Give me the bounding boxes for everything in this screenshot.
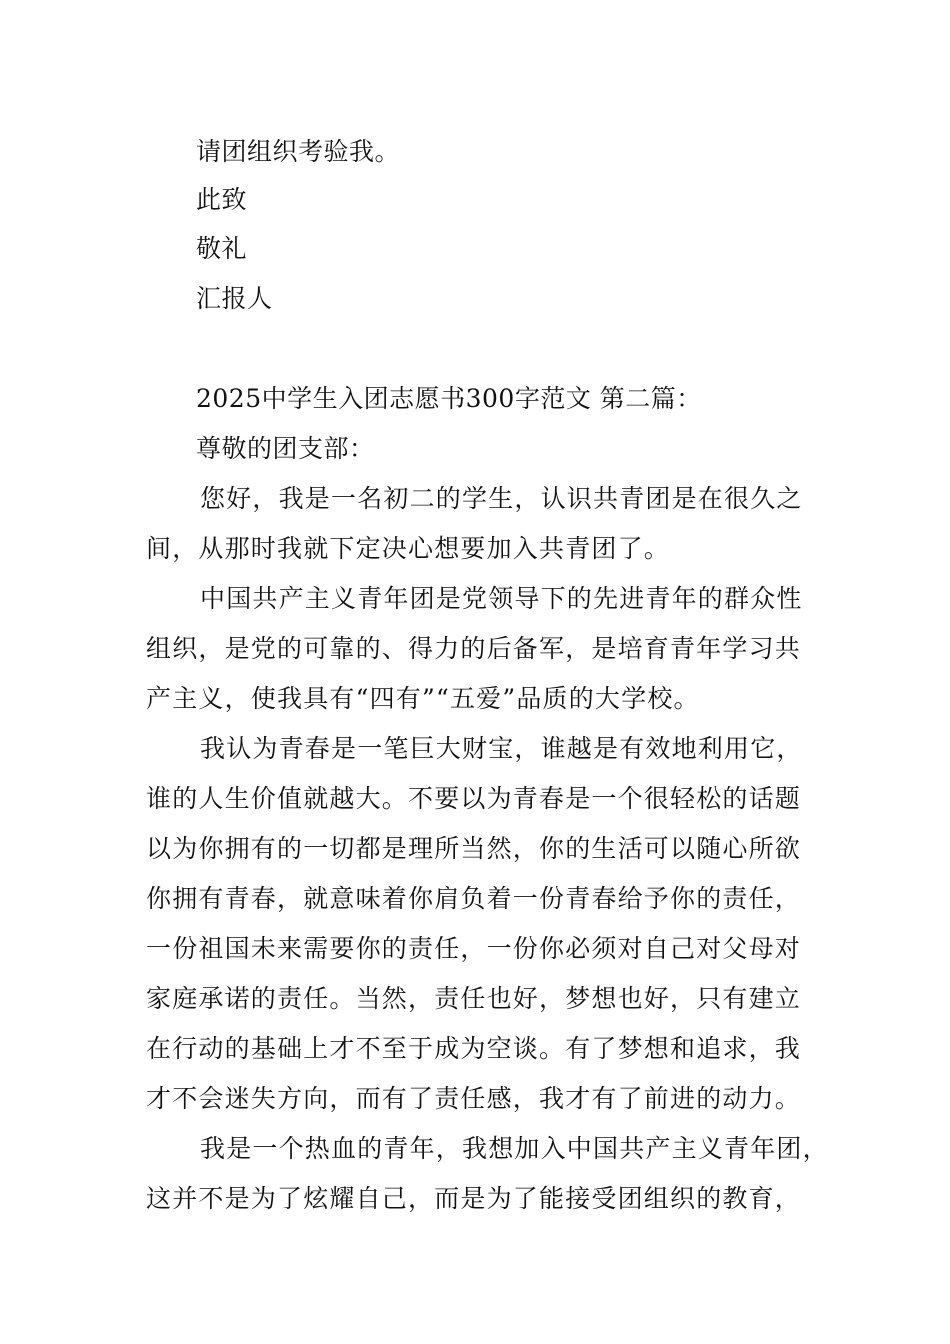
paragraph-line: 你拥有青春，就意味着你肩负着一份青春给予你的责任， bbox=[146, 884, 802, 913]
reporter-label: 汇报人 bbox=[196, 284, 273, 313]
paragraph-line: 才不会迷失方向，而有了责任感，我才有了前进的动力。 bbox=[146, 1084, 802, 1113]
paragraph-line: 我是一个热血的青年，我想加入中国共产主义青年团， bbox=[200, 1134, 829, 1163]
salutation-cizhi: 此致 bbox=[196, 185, 248, 214]
paragraph-line: 一份祖国未来需要你的责任，一份你必须对自己对父母对 bbox=[146, 934, 802, 963]
paragraph-line: 在行动的基础上才不至于成为空谈。有了梦想和追求，我 bbox=[146, 1034, 802, 1063]
paragraph-line: 您好，我是一名初二的学生，认识共青团是在很久之 bbox=[200, 484, 803, 513]
paragraph-line: 我认为青春是一笔巨大财宝，谁越是有效地利用它， bbox=[200, 734, 803, 763]
paragraph-line: 间，从那时我就下定决心想要加入共青团了。 bbox=[146, 534, 671, 563]
closing-line: 请团组织考验我。 bbox=[196, 137, 401, 166]
section-title: 2025中学生入团志愿书300字范文 第二篇： bbox=[196, 384, 702, 413]
salutation-jingli: 敬礼 bbox=[196, 234, 248, 263]
paragraph-line: 以为你拥有的一切都是理所当然，你的生活可以随心所欲 bbox=[146, 834, 802, 863]
paragraph-line: 产主义，使我具有“四有”“五爱”品质的大学校。 bbox=[146, 684, 700, 713]
paragraph-line: 家庭承诺的责任。当然，责任也好，梦想也好，只有建立 bbox=[146, 984, 802, 1013]
paragraph-line: 谁的人生价值就越大。不要以为青春是一个很轻松的话题 bbox=[146, 784, 802, 813]
paragraph-line: 中国共产主义青年团是党领导下的先进青年的群众性 bbox=[200, 584, 803, 613]
paragraph-line: 这并不是为了炫耀自己，而是为了能接受团组织的教育， bbox=[146, 1184, 802, 1213]
paragraph-line: 组织，是党的可靠的、得力的后备军，是培育青年学习共 bbox=[146, 634, 802, 663]
greeting-recipient: 尊敬的团支部： bbox=[196, 434, 375, 463]
